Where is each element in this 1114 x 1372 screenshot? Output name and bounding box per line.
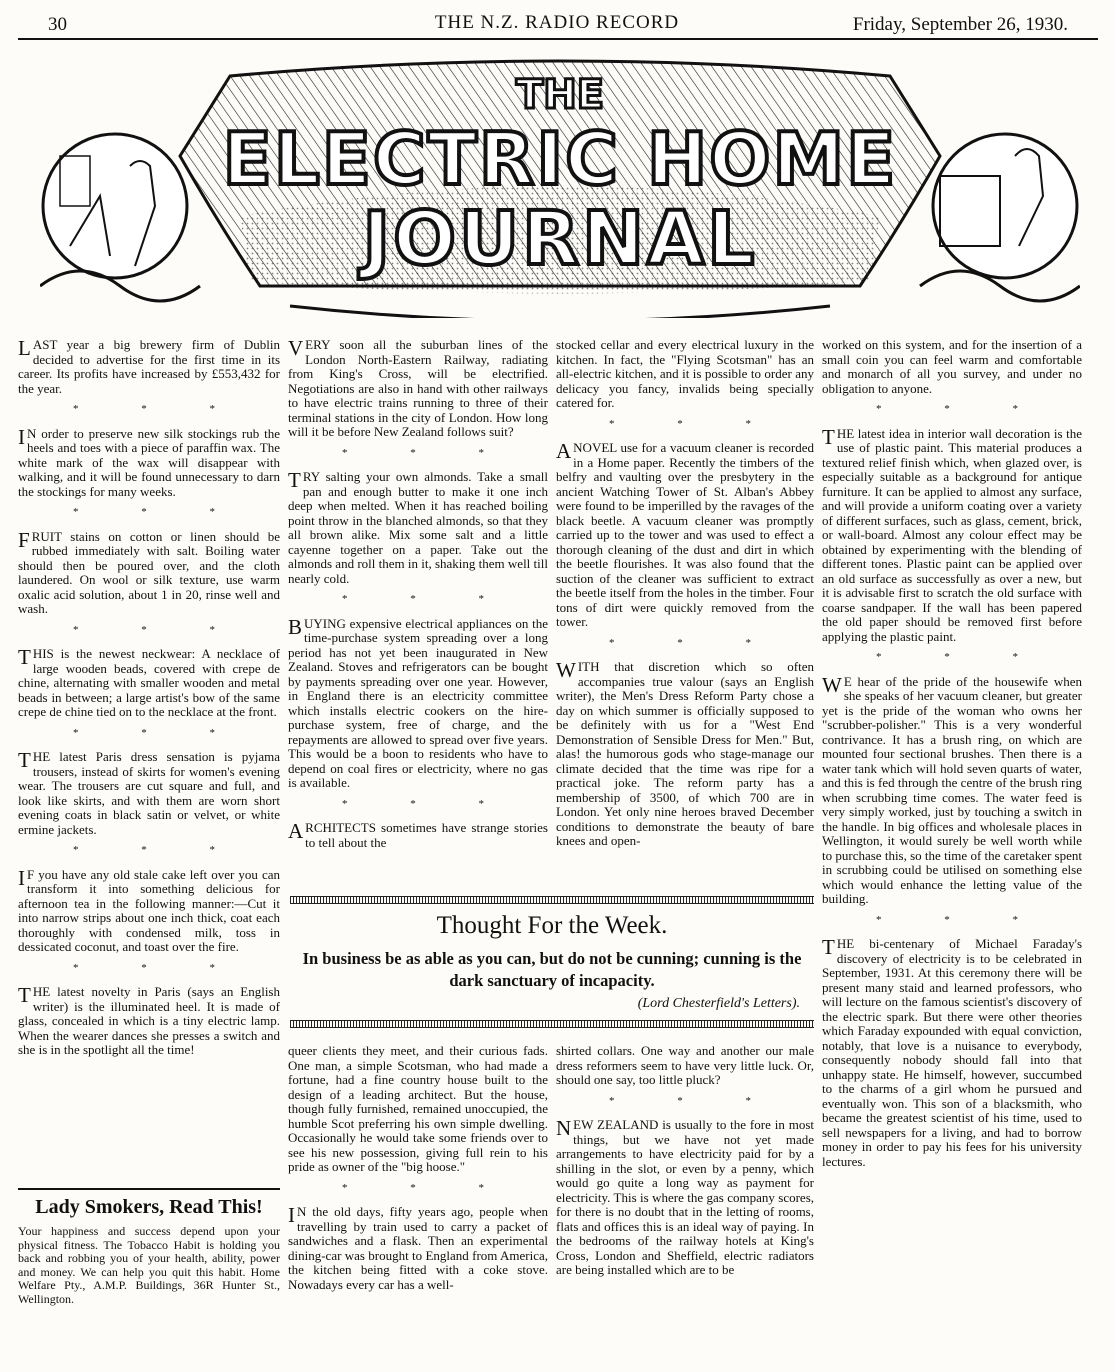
- drop-cap: I: [288, 1203, 295, 1227]
- advertisement: [18, 1188, 280, 1306]
- article: A NOVEL use for a vacuum cleaner is recorded in a Home paper. Recently the timbers of the belfry and vaulting over the presbytery in the ancient Watching Tower of St. Alban's Abbey were found to be imperilled by the ravages of the black beetle. A vacuum cleaner was promptly carried up to the tower and was used to effect a thorough cleaning of the dust and dirt in which the beetle flourishes. It was also found that the suction of the cleaner was sufficient to extract the beetle itself from the holes in the timber. Four tons of dirt were quickly removed from the tower.: [556, 439, 814, 629]
- drop-cap: W: [556, 658, 576, 682]
- thought-title: Thought For the Week.: [436, 912, 668, 939]
- banner-line-2: ELECTRIC HOME: [222, 117, 898, 201]
- separator: * * *: [876, 403, 1048, 415]
- article: THIS is the newest neckwear: A necklace of large wooden beads, covered with crepe de chine, alternating with smaller wooden and metal beads in between; a large artist's bow of the same crepe de chine tied on to the necklace at the front.: [18, 645, 280, 719]
- article: TRY salting your own almonds. Take a small pan and enough butter to make it one inch deep when melted. When it has reached boiling point throw in the blanched almonds, so that they all brown alike. Mix some salt and a little cayenne together on a paper. Take out the almonds and roll them in it, shaking them well till nearly cold.: [288, 468, 548, 586]
- drop-cap: B: [288, 614, 303, 639]
- article: I N the old days, fifty years ago, people when travelling by train used to carry a packet of sandwiches and a flask. Then an experimental dining-car was brought to England from America, the kitchen being fitted with a coke stove. Nowadays every car has a well-: [288, 1203, 548, 1292]
- separator: * * *: [73, 403, 245, 415]
- column-1: [18, 338, 280, 1060]
- article: NEW ZEALAND is usually to the fore in most things, but we have not yet made arrangements to have electricity paid for by a shilling in the slot, or even by a penny, which would go quite a long way as payment for electricity. This is where the gas company scores, for there is no doubt that in the letting of rooms, flats and offices this is an ideal way of paying. In the bedrooms of the railway hotels at King's Cross, London and Sheffield, electric radiators are being installed which are to be: [556, 1116, 814, 1277]
- separator: * * *: [342, 446, 514, 459]
- separator: * * *: [342, 1181, 514, 1194]
- separator: * * *: [73, 623, 245, 636]
- separator: * * *: [342, 797, 514, 810]
- article: THE latest Paris dress sensation is pyjama trousers, instead of skirts for women's evening wear. The trousers are cut square and full, and look like skirts, and with them are worn short evening coats in black satin or velvet, or white ermine jackets.: [18, 748, 280, 837]
- drop-cap: N: [556, 1116, 572, 1140]
- ad-body: Your happiness and success depend upon your physical fitness. The Tobacco Habit is holding you back and robbing you of your health, ability, power and money. We can help you quit this habit. Home Welfare Pty., A.M.P. Buildings, 36R Hunter St., Wellington.: [18, 1224, 280, 1306]
- separator: * * *: [73, 726, 245, 739]
- masthead: THE N.Z. RADIO RECORD: [434, 12, 680, 33]
- thought-for-the-week: [290, 904, 814, 1012]
- page-header: [0, 10, 1114, 36]
- drop-cap: F: [18, 527, 30, 552]
- column-2-continued: [288, 1044, 548, 1294]
- article: VERY soon all the suburban lines of the London North-Eastern Railway, radiating from King's Cross, will be electrified. Negotiations are also in hand with other railways to have electric trains running to three of their terminal stations in the city of London. How long will it be before New Zealand follows suit?: [288, 336, 548, 439]
- right-vignette: [933, 134, 1077, 278]
- drop-cap: A: [288, 819, 304, 843]
- drop-cap: T: [822, 424, 835, 449]
- article: ARCHITECTS sometimes have strange stories to tell about the: [288, 819, 548, 850]
- column-4: [822, 338, 1082, 1171]
- separator: * * *: [73, 961, 245, 974]
- article: shirted collars. One way and another our male dress reformers seem to have very little luck. Or, should one say, too little pluck?: [556, 1043, 814, 1087]
- separator: * * *: [73, 506, 245, 518]
- drop-cap: T: [822, 935, 835, 959]
- drop-cap: L: [18, 336, 31, 360]
- ad-title: Lady Smokers, Read This!: [35, 1196, 263, 1218]
- ad-rule: [18, 1188, 280, 1190]
- issue-date: Friday, September 26, 1930.: [852, 14, 1068, 35]
- separator: * * *: [609, 417, 781, 430]
- drop-cap: T: [288, 468, 301, 492]
- hatch-rule-top: [290, 896, 814, 904]
- article: I F you have any old stale cake left over you can transform it into something delicious for afternoon tea in the following manner:—Cut it into narrow strips about one inch thick, coat each thoroughly with condensed milk, toss in dessicated coconut, and toast over the fire.: [18, 865, 280, 954]
- separator: * * *: [609, 636, 781, 649]
- article: worked on this system, and for the insertion of a small coin you can feel warm and comfortable and monarch of all you survey, and under no obligation to anyone.: [822, 337, 1082, 396]
- separator: * * *: [609, 1094, 781, 1107]
- drop-cap: A: [556, 439, 572, 463]
- article: THE bi-centenary of Michael Faraday's discovery of electricity is to be celebrated in September, 1931. At this ceremony there will be present many staid and learned professors, who will lecture on the famous scientist's discovery of the electric spark. But there were other theories which Faraday expounded with equal conviction, notably, that love is a nuisance to everybody, consequently nobody should fall into that unhappy state. He himself, however, succumbed to the charms of a girl whom he pursued and eventually won. This son of a blacksmith, who became the greatest scientist of his time, used to sell newspapers for a living, and had to borrow money in order to pay his fees for his university lectures.: [822, 935, 1082, 1169]
- banner-illustration: [40, 56, 1080, 318]
- article: THE latest novelty in Paris (says an English writer) is the illuminated heel. It is made of glass, concealed in which is a tiny electric lamp. When the wearer dances she presses a switch and she is in the spotlight all the time!: [18, 983, 280, 1057]
- drop-cap: W: [822, 672, 842, 697]
- column-3-continued: [556, 1044, 814, 1280]
- drop-cap: T: [18, 983, 31, 1007]
- column-2: [288, 338, 548, 852]
- thought-quote: In business be as able as you can, but do not be cunning; cunning is the dark sanctuary of incapacity.: [302, 949, 802, 990]
- drop-cap: I: [18, 424, 25, 449]
- article: queer clients they meet, and their curious fads. One man, a simple Scotsman, who had made a fortune, had a fine country house built to the design of a leading architect. But the house, though fully furnished, remained unoccupied, the humble Scot preferring his own simple dwelling. Occasionally he would take some friends over to see his new possession, giving full rein to his pride as owner of the "big hoose.": [288, 1043, 548, 1174]
- drop-cap: T: [18, 645, 31, 669]
- hatch-rule-bottom: [290, 1020, 814, 1028]
- article: FRUIT stains on cotton or linen should be rubbed immediately with salt. Boiling water should then be poured over, and the cloth laundered. On wool or silk texture, use warm oxalic acid solution, about 1 in 20, rinse well and wash.: [18, 527, 280, 616]
- article: BUYING expensive electrical appliances on the time-purchase system spreading over a long period has not yet been inaugurated in New Zealand. Stoves and refrigerators can be bought by payments spreading over one year. However, in England there is an electricity committee which installs electric cookers on the hire-purchase system, free of charge, and the repayments are allowed to spread over five years. This would be a boon to residents who have to depend on coal fires or electricity, where no gas is available.: [288, 614, 548, 790]
- drop-cap: V: [288, 336, 304, 360]
- page-number: 30: [48, 14, 67, 35]
- journal-banner: [40, 56, 1080, 318]
- article: stocked cellar and every electrical luxury in the kitchen. In fact, the "Flying Scotsman" has an all-electric kitchen, and it is possible to order any delicacy you fancy, invalids being specially catered for.: [556, 337, 814, 410]
- article: I N order to preserve new silk stockings rub the heels and toes with a piece of paraffin wax. The white mark of the wax will disappear with walking, and it will be found unnecessary to darn the stockings for many weeks.: [18, 424, 280, 499]
- separator: * * *: [876, 651, 1048, 663]
- article: THE latest idea in interior wall decoration is the use of plastic paint. This material produces a textured relief finish which, when glazed over, is especially suitable as a background for antique furniture. It can be applied to almost any surface, and will provide a uniform coating over a variety of different surfaces, such as glass, cement, brick, or wall-board. Almost any colour effect may be obtained by experimenting with the blending of different tones. Plastic paint can be applied over an old surface as successfully as over a new, but it is advisable first to scratch the old surface with coarse sandpaper. If the wall has been papered the old paper should be removed first before applying the plastic paint.: [822, 424, 1082, 644]
- separator: * * *: [73, 844, 245, 856]
- article: WITH that discretion which so often accompanies true valour (says an English writer), the Men's Dress Reform Party chose a day on which summer is officially supposed to be definitely with us for a "West End Demonstration of Sensible Dress for Men." But, alas! the humorous gods who stage-manage our climate decided that the time was ripe for a practical joke. The reform party has a membership of 3500, of which 700 are in London. Yet only nine heroes braved December conditions to demonstrate the beauty of bare knees and open-: [556, 658, 814, 848]
- drop-cap: I: [18, 865, 25, 890]
- separator: * * *: [342, 593, 514, 605]
- thought-attribution: (Lord Chesterfield's Letters).: [637, 996, 800, 1011]
- article: W E hear of the pride of the housewife when she speaks of her vacuum cleaner, but greater yet is the pride of the woman who owns her "scrubber-polisher." This is a very wonderful contrivance. It has a brush ring, on which are mounted four sectional brushes. Then there is a water tank which will hold seven quarts of water, and this is fed through the centre of the brush ring when scrubbing time comes. The water feed is very simply worked, just by touching a switch in the handle. In big offices and wholesale places in Wellington, it would surely be well worth while to purchase this, so the time of the caretaker spent in scrubbing could be utilised on something else which would enhance the letting value of the building.: [822, 672, 1082, 906]
- drop-cap: T: [18, 748, 31, 772]
- article: LAST year a big brewery firm of Dublin decided to advertise for the first time in its career. Its profits have increased by £553,432 for the year.: [18, 336, 280, 396]
- separator: * * *: [876, 913, 1048, 926]
- header-rule: [18, 38, 1098, 40]
- banner-line-1: THE: [515, 72, 605, 118]
- banner-line-3: JOURNAL: [362, 196, 758, 282]
- column-3: [556, 338, 814, 851]
